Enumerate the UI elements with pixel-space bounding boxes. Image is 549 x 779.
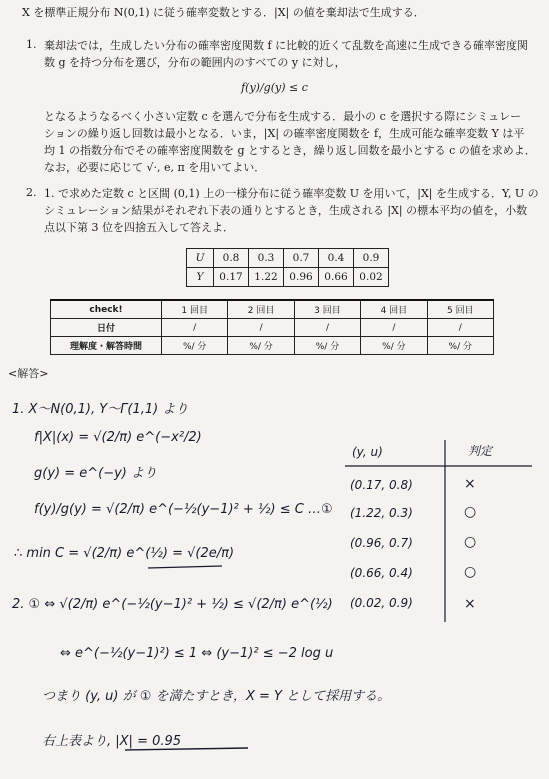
answer-line-7: ⇔ e^(−½(y−1)²) ≤ 1 ⇔ (y−1)² ≤ −2 log u — [60, 646, 334, 661]
y-value: 0.17 — [214, 268, 249, 287]
u-value: 0.8 — [214, 249, 249, 268]
side-mark: ○ — [464, 564, 477, 580]
side-pair: (0.96, 0.7) — [350, 536, 413, 550]
q1-line-1: 棄却法では，生成したい分布の確率密度関数 f に比較的近くて乱数を高速に生成できる確率密度関 — [44, 39, 529, 52]
q2-line-3: 点以下第 3 位を四捨五入して答えよ． — [44, 221, 234, 234]
answer-line-2: f|X|(x) = √(2/π) e^(−x²/2) — [34, 430, 202, 445]
row-u-label: U — [187, 249, 214, 268]
date-cell: / — [427, 319, 493, 337]
date-label: 日付 — [51, 319, 162, 337]
attempt-header: 1 回目 — [162, 300, 228, 319]
q2-line-2: シミュレーション結果がそれぞれ下表の通りとするとき，生成される |X| の標本平均の値を，小数 — [44, 204, 528, 217]
q1-after-1: となるようなるべく小さい定数 c を選んで分布を生成する．最小の c を選択する際にシミュレー — [44, 110, 522, 123]
answer-line-9: 右上表より, |X| = 0.95 — [42, 734, 182, 749]
side-mark: ○ — [464, 534, 477, 550]
time-cell: %/ 分 — [294, 337, 360, 355]
time-cell: %/ 分 — [228, 337, 294, 355]
q2-number: 2. — [26, 186, 37, 199]
y-value: 0.02 — [354, 268, 389, 287]
q1-formula: f(y)/g(y) ≤ c — [241, 81, 308, 94]
check-header: check! — [51, 300, 162, 319]
q2-line-1: 1. で求めた定数 c と区間 (0,1) 上の一様分布に従う確率変数 U を用いて，|X| を生成する．Y, U の — [44, 187, 539, 200]
side-col-pair-header: (y, u) — [352, 445, 383, 459]
attempt-header: 4 回目 — [361, 300, 427, 319]
date-cell: / — [162, 319, 228, 337]
q1-after-4: なお，必要に応じて √·, e, π を用いてよい． — [44, 161, 266, 174]
side-pair: (0.66, 0.4) — [350, 566, 413, 580]
q1-line-2: 数 g を持つ分布を選び，分布の範囲内のすべての y に対し， — [44, 56, 346, 69]
answer-line-1: 1. X〜N(0,1), Y〜Γ(1,1) より — [12, 402, 189, 417]
time-cell: %/ 分 — [427, 337, 493, 355]
answer-line-4: f(y)/g(y) = √(2/π) e^(−½(y−1)² + ½) ≤ C …① — [34, 502, 333, 517]
date-cell: / — [294, 319, 360, 337]
time-cell: %/ 分 — [162, 337, 228, 355]
time-cell: %/ 分 — [361, 337, 427, 355]
u-value: 0.7 — [284, 249, 319, 268]
answer-heading: <解答> — [8, 367, 49, 380]
problem-intro: X を標準正規分布 N(0,1) に従う確率変数とする．|X| の値を棄却法で生成する． — [22, 6, 425, 19]
side-col-judge-header: 判定 — [468, 444, 493, 458]
y-value: 0.96 — [284, 268, 319, 287]
q1-after-3: 均 1 の指数分布でその確率密度関数を g とするとき，繰り返し回数を最小とする c の値を求めよ． — [44, 144, 536, 157]
u-value: 0.3 — [249, 249, 284, 268]
row-y-label: Y — [187, 268, 214, 287]
attempt-header: 2 回目 — [228, 300, 294, 319]
q1-number: 1. — [26, 38, 37, 51]
min-c-underline — [148, 566, 222, 568]
side-mark: × — [464, 596, 476, 612]
u-value: 0.9 — [354, 249, 389, 268]
side-pair: (0.02, 0.9) — [350, 596, 413, 610]
y-value: 1.22 — [249, 268, 284, 287]
date-cell: / — [228, 319, 294, 337]
side-pair: (0.17, 0.8) — [350, 478, 413, 492]
q1-after-2: ションの繰り返し回数は最小となる．いま，|X| の確率密度関数を f，生成可能な確率変数 Y は平 — [44, 127, 525, 140]
attempt-header: 3 回目 — [294, 300, 360, 319]
side-mark: × — [464, 476, 476, 492]
side-pair: (1.22, 0.3) — [350, 506, 413, 520]
attempt-header: 5 回目 — [427, 300, 493, 319]
answer-line-8: つまり (y, u) が ① を満たすとき，X = Y として採用する。 — [42, 689, 391, 704]
final-answer-underline — [125, 748, 248, 750]
date-cell: / — [361, 319, 427, 337]
u-value: 0.4 — [319, 249, 354, 268]
answer-line-5: ∴ min C = √(2/π) e^(½) = √(2e/π) — [14, 546, 235, 561]
y-value: 0.66 — [319, 268, 354, 287]
side-mark: ○ — [464, 504, 477, 520]
time-label: 理解度・解答時間 — [51, 337, 162, 355]
answer-line-3: g(y) = e^(−y) より — [34, 466, 157, 481]
answer-line-6: 2. ① ⇔ √(2/π) e^(−½(y−1)² + ½) ≤ √(2/π) e^(½) — [12, 597, 333, 612]
